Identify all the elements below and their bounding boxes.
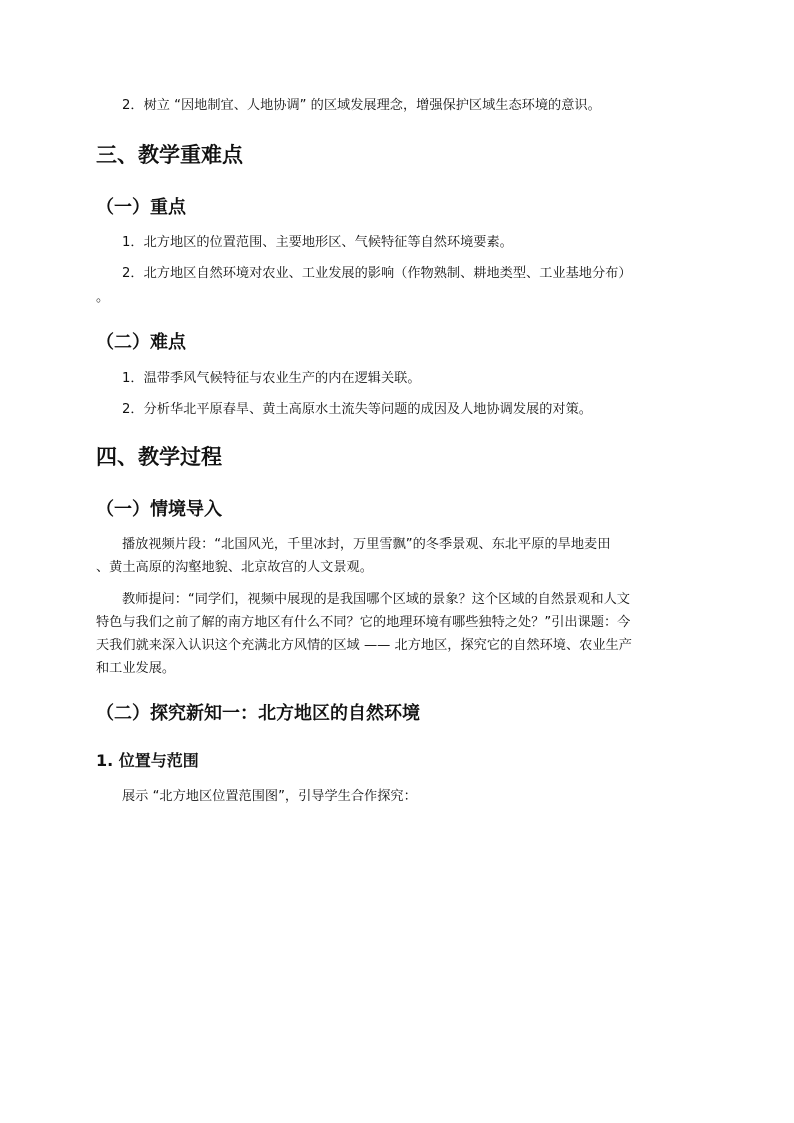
explore-instruction: 展示 “北方地区位置范围图”，引导学生合作探究： xyxy=(122,789,417,804)
intro-para-1-line-2: 、黄土高原的沟壑地貌、北京故宫的人文景观。 xyxy=(96,560,373,575)
intro-para-2-line-4: 和工业发展。 xyxy=(96,661,176,676)
key-point-2-tail: 。 xyxy=(96,290,110,305)
intro-para-2-line-3: 天我们就来深入认识这个充满北方风情的区域 —— 北方地区，探究它的自然环境、农业生产 xyxy=(96,638,632,653)
intro-para-2-line-1: 教师提问：“同学们，视频中展现的是我国哪个区域的景象？这个区域的自然景观和人文 xyxy=(122,592,630,607)
key-point-1: 1．北方地区的位置范围、主要地形区、气候特征等自然环境要素。 xyxy=(122,235,513,250)
intro-para-1-line-1: 播放视频片段：“北国风光，千里冰封，万里雪飘”的冬季景观、东北平原的旱地麦田 xyxy=(122,537,611,552)
section-title-process: 四、教学过程 xyxy=(96,445,222,469)
subsection-title-explore: （二）探究新知一：北方地区的自然环境 xyxy=(96,703,420,724)
subsection-title-intro: （一）情境导入 xyxy=(96,499,222,520)
explore-subheading-location: 1. 位置与范围 xyxy=(96,751,199,770)
objective-item-2: 2．树立 “因地制宜、人地协调” 的区域发展理念，增强保护区域生态环境的意识。 xyxy=(122,98,601,113)
difficult-point-1: 1．温带季风气候特征与农业生产的内在逻辑关联。 xyxy=(122,371,421,386)
key-point-2: 2．北方地区自然环境对农业、工业发展的影响（作物熟制、耕地类型、工业基地分布） xyxy=(122,266,632,281)
intro-para-2-line-2: 特色与我们之前了解的南方地区有什么不同？它的地理环境有哪些独特之处？”引出课题：今 xyxy=(96,615,631,630)
difficult-point-2: 2．分析华北平原春旱、黄土高原水土流失等问题的成因及人地协调发展的对策。 xyxy=(122,402,592,417)
subsection-title-difficult: （二）难点 xyxy=(96,332,186,353)
section-title-key-difficult: 三、教学重难点 xyxy=(96,143,243,167)
subsection-title-key: （一）重点 xyxy=(96,197,186,218)
